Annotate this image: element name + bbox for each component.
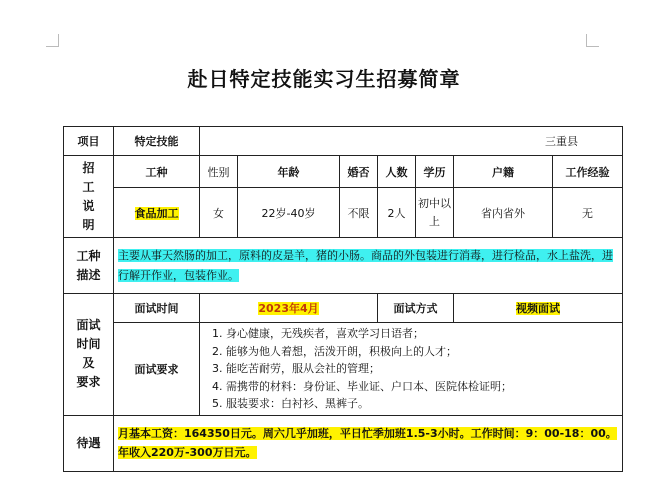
interview-method-label: 面试方式 bbox=[378, 294, 454, 323]
interview-label bbox=[64, 294, 114, 416]
interview-time-label: 面试时间 bbox=[114, 294, 200, 323]
interview-req-row bbox=[64, 323, 623, 416]
header-gender: 性别 bbox=[200, 156, 238, 188]
recruit-header-row bbox=[64, 156, 623, 188]
value-experience: 无 bbox=[553, 188, 623, 238]
treatment-label: 待遇 bbox=[64, 415, 114, 471]
header-headcount: 人数 bbox=[378, 156, 416, 188]
header-age: 年龄 bbox=[238, 156, 340, 188]
job-desc-label-line: 工种 bbox=[76, 248, 101, 263]
job-desc-label-line: 描述 bbox=[76, 267, 101, 282]
header-job-type: 工种 bbox=[114, 156, 200, 188]
requirement-item: 5. 服装要求：白衬衫、黑裤子。 bbox=[226, 395, 618, 413]
interview-req-list-cell bbox=[200, 323, 623, 416]
document-title: 赴日特定技能实习生招募简章 bbox=[187, 67, 461, 91]
header-marital: 婚否 bbox=[340, 156, 378, 188]
recruit-label-char: 说 bbox=[82, 198, 95, 213]
interview-time-cell bbox=[200, 294, 378, 323]
recruitment-table bbox=[63, 126, 623, 472]
interview-label-line: 及 bbox=[82, 356, 95, 371]
treatment-line-2: 年收入220万-300万日元。 bbox=[118, 446, 257, 459]
header-education: 学历 bbox=[416, 156, 454, 188]
interview-label-line: 时间 bbox=[76, 337, 101, 352]
project-row bbox=[64, 127, 623, 156]
recruit-label bbox=[64, 156, 114, 238]
crop-mark-left bbox=[46, 34, 59, 47]
interview-time-row bbox=[64, 294, 623, 323]
value-gender: 女 bbox=[200, 188, 238, 238]
value-headcount: 2人 bbox=[378, 188, 416, 238]
interview-method-value: 视频面试 bbox=[516, 302, 561, 315]
project-label: 项目 bbox=[64, 127, 114, 156]
requirement-item: 3. 能吃苦耐劳，服从会社的管理； bbox=[226, 360, 618, 378]
recruit-value-row bbox=[64, 188, 623, 238]
treatment-text-cell bbox=[114, 415, 623, 471]
job-desc-text: 主要从事天然肠的加工，原料的皮是羊，猪的小肠。商品的外包装进行消毒，进行检品，水上盐洗，进行解开作业，包装作业。 bbox=[118, 248, 613, 282]
job-desc-row bbox=[64, 238, 623, 294]
requirement-item: 4. 需携带的材料：身份证、毕业证、户口本、医院体检证明； bbox=[226, 378, 618, 396]
interview-method-cell bbox=[454, 294, 623, 323]
header-hukou: 户籍 bbox=[454, 156, 553, 188]
recruit-label-char: 明 bbox=[82, 217, 95, 232]
requirement-item: 2. 能够为他人着想，活泼开朗，积极向上的人才； bbox=[226, 343, 618, 361]
job-type-highlight: 食品加工 bbox=[134, 206, 179, 220]
value-marital: 不限 bbox=[340, 188, 378, 238]
job-desc-label bbox=[64, 238, 114, 294]
header-experience: 工作经验 bbox=[553, 156, 623, 188]
location-value: 三重县 bbox=[200, 127, 623, 156]
interview-label-line: 面试 bbox=[76, 318, 101, 333]
value-age: 22岁-40岁 bbox=[238, 188, 340, 238]
recruit-label-char: 招 bbox=[82, 160, 95, 175]
job-desc-text-cell bbox=[114, 238, 623, 294]
interview-time-value: 2023年4月 bbox=[258, 302, 319, 315]
treatment-row bbox=[64, 415, 623, 471]
interview-req-list bbox=[204, 325, 618, 413]
project-value: 特定技能 bbox=[114, 127, 200, 156]
value-hukou: 省内省外 bbox=[454, 188, 553, 238]
value-job-type bbox=[114, 188, 200, 238]
interview-label-line: 要求 bbox=[76, 375, 101, 390]
value-education: 初中以上 bbox=[416, 188, 454, 238]
crop-mark-right bbox=[586, 34, 599, 47]
recruit-label-char: 工 bbox=[82, 179, 95, 194]
requirement-item: 1. 身心健康，无残疾者，喜欢学习日语者； bbox=[226, 325, 618, 343]
interview-req-label: 面试要求 bbox=[114, 323, 200, 416]
treatment-line-1: 月基本工资：164350日元。周六几乎加班，平日忙季加班1.5-3小时。工作时间：9：00-18：00。 bbox=[118, 427, 617, 440]
